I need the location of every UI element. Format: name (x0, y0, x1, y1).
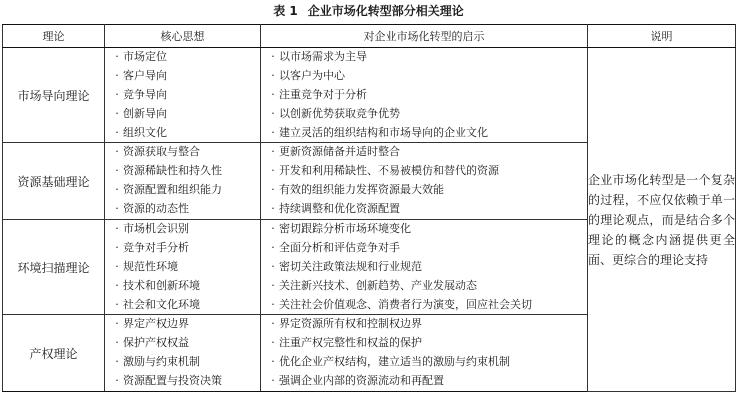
item-text: 市场定位 (123, 50, 167, 63)
item-text: 以市场需求为主导 (279, 50, 367, 63)
list-item (261, 67, 587, 86)
item-text: 强调企业内部的资源流动和再配置 (279, 374, 444, 388)
bullet: · (115, 68, 119, 82)
theory-name: 环境扫描理论 (3, 220, 105, 315)
bullet: · (271, 240, 275, 254)
item-text: 资源的动态性 (123, 202, 189, 216)
item-text: 更新资源储备并适时整合 (279, 145, 400, 159)
item-text: 资源配置和组织能力 (123, 183, 222, 197)
table-caption (0, 0, 737, 22)
item-text: 创新导向 (123, 106, 167, 120)
bullet: · (115, 336, 119, 350)
list-item (105, 258, 260, 277)
header-theory: 理论 (3, 25, 105, 48)
item-text: 关注社会价值观念、消费者行为演变，回应社会关切 (279, 297, 532, 311)
item-text: 密切关注政策法规和行业规范 (279, 259, 422, 273)
header-core-ideas: 核心思想 (105, 25, 261, 48)
header-insights: 对企业市场化转型的启示 (261, 25, 588, 48)
bullet: · (115, 145, 119, 159)
bullet: · (115, 125, 119, 139)
theory-name: 资源基础理论 (3, 143, 105, 220)
table-row (3, 48, 736, 143)
bullet: · (115, 317, 119, 331)
list-item (105, 86, 260, 105)
item-text: 关注新兴技术、创新趋势、产业发展动态 (279, 278, 477, 292)
bullet: · (115, 278, 119, 292)
list-item (261, 105, 587, 124)
bullet: · (115, 87, 119, 101)
bullet: · (115, 183, 119, 197)
bullet: · (115, 202, 119, 216)
bullet: · (115, 222, 119, 236)
list-item (261, 220, 587, 239)
bullet: · (271, 202, 275, 216)
core-ideas-cell (105, 220, 261, 315)
list-item (105, 239, 260, 258)
item-text: 资源配置与投资决策 (123, 374, 222, 388)
list-item (105, 162, 260, 181)
item-text: 建立灵活的组织结构和市场导向的企业文化 (279, 125, 488, 139)
list-item (261, 143, 587, 162)
item-text: 界定产权边界 (123, 317, 189, 331)
list-item (261, 239, 587, 258)
bullet: · (115, 374, 119, 388)
bullet: · (115, 240, 119, 254)
bullet: · (115, 355, 119, 369)
bullet: · (271, 278, 275, 292)
list-item (105, 353, 260, 372)
list-item (261, 200, 587, 219)
item-text: 优化企业产权结构，建立适当的激励与约束机制 (279, 355, 510, 369)
insights-cell (261, 48, 588, 143)
list-item (261, 334, 587, 353)
item-text: 有效的组织能力发挥资源最大效能 (279, 183, 444, 197)
table-number: 表 1 (273, 4, 298, 18)
bullet: · (271, 222, 275, 236)
list-item (261, 258, 587, 277)
insights-cell (261, 315, 588, 392)
core-ideas-cell (105, 143, 261, 220)
note-cell: 企业市场化转型是一个复杂的过程，不应仅依赖于单一的理论观点，而是结合多个理论的概念内涵提供更全面、更综合的理论支持 (588, 48, 736, 392)
list-item (105, 67, 260, 86)
list-item (261, 181, 587, 200)
list-item (261, 86, 587, 105)
bullet: · (271, 164, 275, 178)
list-item (261, 315, 587, 334)
theory-name: 产权理论 (3, 315, 105, 392)
item-text: 客户导向 (123, 68, 167, 82)
list-item (105, 105, 260, 124)
item-text: 开发和利用稀缺性、不易被模仿和替代的资源 (279, 164, 499, 178)
item-text: 竞争对手分析 (123, 240, 189, 254)
table-title: 企业市场化转型部分相关理论 (307, 4, 464, 18)
list-item (105, 143, 260, 162)
bullet: · (271, 374, 275, 388)
insights-cell (261, 220, 588, 315)
item-text: 组织文化 (123, 125, 167, 139)
bullet: · (271, 68, 275, 82)
bullet: · (271, 297, 275, 311)
item-text: 竞争导向 (123, 87, 167, 101)
header-note: 说明 (588, 25, 736, 48)
item-text: 市场机会识别 (123, 222, 189, 236)
bullet: · (271, 145, 275, 159)
bullet: · (271, 336, 275, 350)
insights-cell (261, 143, 588, 220)
list-item (105, 48, 260, 67)
bullet: · (115, 259, 119, 273)
item-text: 界定资源所有权和控制权边界 (279, 317, 422, 331)
list-item (105, 124, 260, 143)
list-item (105, 220, 260, 239)
list-item (261, 353, 587, 372)
item-text: 资源获取与整合 (123, 145, 200, 159)
item-text: 规范性环境 (123, 259, 178, 273)
list-item (105, 296, 260, 315)
bullet: · (271, 259, 275, 273)
bullet: · (271, 106, 275, 120)
bullet: · (115, 50, 119, 63)
theory-name: 市场导向理论 (3, 48, 105, 143)
list-item (105, 181, 260, 200)
item-text: 社会和文化环境 (123, 297, 200, 311)
list-item (261, 372, 587, 391)
list-item (261, 162, 587, 181)
list-item (105, 277, 260, 296)
core-ideas-cell (105, 48, 261, 143)
item-text: 注重产权完整性和权益的保护 (279, 336, 422, 350)
list-item (105, 200, 260, 219)
item-text: 持续调整和优化资源配置 (279, 202, 400, 216)
list-item (105, 372, 260, 391)
item-text: 全面分析和评估竞争对手 (279, 240, 400, 254)
list-item (261, 124, 587, 143)
bullet: · (115, 297, 119, 311)
list-item (261, 277, 587, 296)
item-text: 注重竞争对于分析 (279, 87, 367, 101)
bullet: · (115, 106, 119, 120)
bullet: · (115, 164, 119, 178)
core-ideas-cell (105, 315, 261, 392)
bullet: · (271, 317, 275, 331)
bullet: · (271, 183, 275, 197)
bullet: · (271, 355, 275, 369)
item-text: 以客户为中心 (279, 68, 345, 82)
bullet: · (271, 50, 275, 63)
item-text: 保护产权权益 (123, 336, 189, 350)
item-text: 激励与约束机制 (123, 355, 200, 369)
item-text: 以创新优势获取竞争优势 (279, 106, 400, 120)
item-text: 密切跟踪分析市场环境变化 (279, 222, 411, 236)
header-row (3, 25, 736, 48)
list-item (261, 48, 587, 67)
list-item (105, 334, 260, 353)
item-text: 技术和创新环境 (123, 278, 200, 292)
list-item (105, 315, 260, 334)
item-text: 资源稀缺性和持久性 (123, 164, 222, 178)
theory-table (2, 24, 736, 392)
bullet: · (271, 87, 275, 101)
list-item (261, 296, 587, 315)
bullet: · (271, 125, 275, 139)
